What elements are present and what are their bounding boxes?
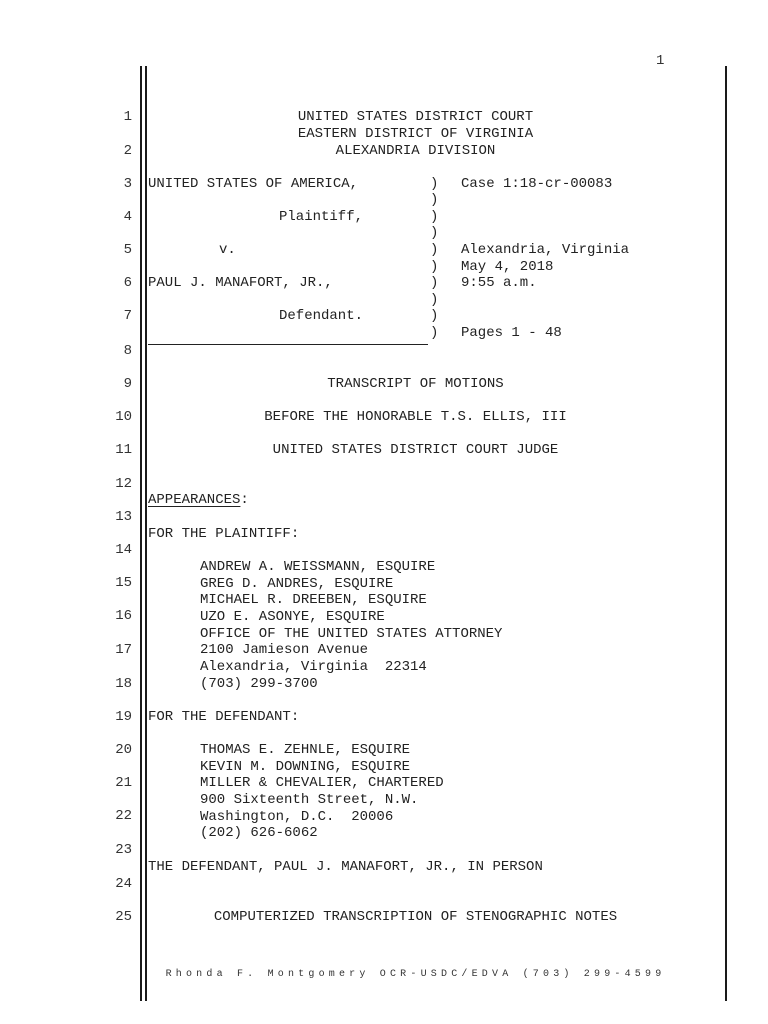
caption-paren: ): [430, 325, 439, 341]
versus: v.: [219, 242, 236, 258]
line-number: 1: [123, 109, 132, 125]
defendant-role: Defendant.: [279, 308, 364, 324]
appearances-heading: [148, 492, 249, 508]
line-number: 25: [115, 909, 132, 925]
line-number: 23: [115, 842, 132, 858]
line-number: 19: [115, 709, 132, 725]
line-number: 18: [115, 676, 132, 692]
line-number: 7: [123, 308, 132, 324]
counsel-line: THOMAS E. ZEHNLE, ESQUIRE: [200, 742, 411, 758]
counsel-line: Alexandria, Virginia 22314: [200, 659, 427, 675]
judge-title: UNITED STATES DISTRICT COURT JUDGE: [272, 442, 559, 458]
line-number: 12: [115, 476, 132, 492]
court-division: ALEXANDRIA DIVISION: [335, 143, 496, 159]
computerized-transcription-note: COMPUTERIZED TRANSCRIPTION OF STENOGRAPHIC NOTES: [213, 909, 618, 925]
left-margin-rule-outer: [140, 66, 142, 1001]
hearing-time: 9:55 a.m.: [461, 275, 537, 291]
court-name: UNITED STATES DISTRICT COURT: [297, 109, 534, 125]
case-number: Case 1:18-cr-00083: [461, 176, 613, 192]
caption-paren: ): [430, 242, 439, 258]
judge-line: BEFORE THE HONORABLE T.S. ELLIS, III: [264, 409, 567, 425]
counsel-line: KEVIN M. DOWNING, ESQUIRE: [200, 759, 411, 775]
court-district: EASTERN DISTRICT OF VIRGINIA: [297, 126, 534, 142]
counsel-line: GREG D. ANDRES, ESQUIRE: [200, 576, 394, 592]
defendant-in-person: THE DEFENDANT, PAUL J. MANAFORT, JR., IN PERSON: [148, 859, 543, 875]
line-number: 13: [115, 509, 132, 525]
transcript-title: TRANSCRIPT OF MOTIONS: [327, 376, 504, 392]
counsel-line: MILLER & CHEVALIER, CHARTERED: [200, 775, 444, 791]
page-number: 1: [656, 53, 665, 69]
counsel-line: 2100 Jamieson Avenue: [200, 642, 369, 658]
line-number: 8: [123, 343, 132, 359]
counsel-line: (703) 299-3700: [200, 676, 318, 692]
caption-paren: ): [430, 225, 439, 241]
line-number: 22: [115, 808, 132, 824]
line-number: 2: [123, 143, 132, 159]
defendant-counsel-label: FOR THE DEFENDANT:: [148, 709, 300, 725]
line-number: 16: [115, 608, 132, 624]
counsel-line: 900 Sixteenth Street, N.W.: [200, 792, 419, 808]
left-margin-rule-inner: [145, 66, 147, 1001]
reporter-footer: Rhonda F. Montgomery OCR-USDC/EDVA (703) 299-4599: [165, 969, 666, 980]
caption-paren: ): [430, 308, 439, 324]
plaintiff-role: Plaintiff,: [279, 209, 364, 225]
defendant-name: PAUL J. MANAFORT, JR.,: [148, 275, 333, 291]
counsel-line: UZO E. ASONYE, ESQUIRE: [200, 609, 385, 625]
line-number: 21: [115, 775, 132, 791]
caption-underline: [148, 344, 428, 345]
hearing-location: Alexandria, Virginia: [461, 242, 630, 258]
line-number: 10: [115, 409, 132, 425]
caption-paren: ): [430, 292, 439, 308]
hearing-date: May 4, 2018: [461, 259, 554, 275]
caption-paren: ): [430, 176, 439, 192]
line-number: 11: [115, 442, 132, 458]
appearances-heading-text: APPEARANCES: [148, 492, 241, 508]
plaintiff-name: UNITED STATES OF AMERICA,: [148, 176, 359, 192]
line-number: 15: [115, 575, 132, 591]
line-number: 24: [115, 876, 132, 892]
appearances-colon: :: [240, 492, 249, 508]
line-number: 9: [123, 376, 132, 392]
counsel-line: (202) 626-6062: [200, 825, 318, 841]
counsel-line: MICHAEL R. DREEBEN, ESQUIRE: [200, 592, 427, 608]
line-number: 5: [123, 242, 132, 258]
line-number: 20: [115, 742, 132, 758]
caption-paren: ): [430, 275, 439, 291]
line-number: 4: [123, 209, 132, 225]
line-number: 3: [123, 176, 132, 192]
line-number: 17: [115, 642, 132, 658]
line-number: 14: [115, 542, 132, 558]
line-number: 6: [123, 275, 132, 291]
counsel-line: ANDREW A. WEISSMANN, ESQUIRE: [200, 559, 436, 575]
right-margin-rule: [725, 66, 727, 1001]
plaintiff-counsel-label: FOR THE PLAINTIFF:: [148, 526, 300, 542]
caption-paren: ): [430, 209, 439, 225]
counsel-line: OFFICE OF THE UNITED STATES ATTORNEY: [200, 626, 503, 642]
caption-paren: ): [430, 192, 439, 208]
counsel-line: Washington, D.C. 20006: [200, 809, 394, 825]
page-range: Pages 1 - 48: [461, 325, 562, 341]
caption-paren: ): [430, 259, 439, 275]
